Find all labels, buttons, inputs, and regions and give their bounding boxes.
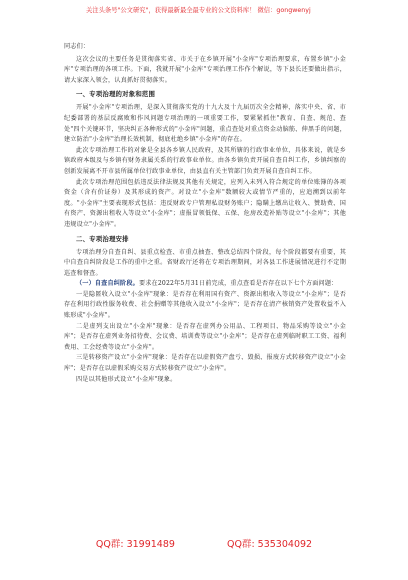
promo-banner-line: 关注头条号"公文研究"，获得最新最全最专业的公文资料库！ 微信：gongwenyj xyxy=(86,7,311,14)
issue-item-3: 三是转移资产设立"小金库"现象：是否存在以虚假资产盘亏、毁损、报废方式转移资产设立"小金库"；是否存在以虚假采购交易方式转移资产设立"小金库"。 xyxy=(64,354,346,373)
section-heading-scope: 一、专项治理的对象和范围 xyxy=(76,90,156,99)
schedule-paragraph: 专项治理分自查自纠、县重点检查、市重点抽查、整改总结四个阶段，每个阶段都要有重要，其中自查自纠阶段是工作的重中之重。省财政厅还将在专项治理期间，对各县工作进展情况进行不定期巡查和督查。 xyxy=(64,248,346,277)
scope-paragraph-2: 此次专项治理工作的对象是全县各乡镇人民政府，及其所辖的行政事业单位，具体来说，就是乡镇政府本级及与乡镇有财务隶属关系的行政事业单位。由各乡镇负责开展自查自纠工作，乡镇纠察的创新发展离不开市县所属单位行政事业单位，由县直有关主管部门负责开展自查自纠工作。 xyxy=(64,146,346,175)
issue-item-1: 一是隐匿收入设立"小金库"现象：是否存在利用国有资产、资源出租收入等设立"小金库"；是否存在利用行政性服务收费、社会捐赠等其他收入设立"小金库"；是否存在清产核销资产处置收益不入账形成"小金库"。 xyxy=(64,290,346,320)
qq-group-2: QQ群: 535304092 xyxy=(227,539,313,550)
stage-label: （一）自查自纠阶段。 xyxy=(76,280,139,288)
promo-banner xyxy=(86,6,406,16)
stage-text: 要求在2022年5月31日前完成，重点查看是否存在以下七个方面问题： xyxy=(138,280,338,288)
scope-paragraph-1: 开展"小金库"专项治理，是深入贯彻落实党的十九大及十九届历次全会精神，落实中央、省、市纪委部署的基层反腐败和作风问题专项治理的一项重要工作，要紧紧抓住"教育、自查、规范、查处"四个关键环节，坚决纠正各种形式的"小金库"问题，重点查处对重点资金动脑筋、伸黑手的问题，建立防治"小金库"治理长效机制，彻底杜绝乡镇"小金库"的存在。 xyxy=(64,104,346,144)
salutation: 同志们： xyxy=(64,43,90,50)
speech-body xyxy=(64,42,346,385)
scope-paragraph-3: 此次专项治理范围包括违反法律法规及其他有关规定，应列入未列入符合规定的单位账簿的各项资金（含有价证券）及其形成的资产。对设立"小金库"数额较大或情节严重的，应追溯到以前年度。"小金库"主要表现形式包括：违反财政专户管理私设财务账户；隐瞒上缴出让收入、赞助费、国有资产、资源出租收入等设立"小金库"；虚报冒领低保、五保、危房改造补贴等设立"小金库"；其他违规设立"小金库"。 xyxy=(64,178,346,228)
qq-group-1: QQ群: 31991489 xyxy=(95,539,175,550)
contact-footer xyxy=(0,536,408,550)
self-inspection-stage xyxy=(64,279,346,290)
section-heading-schedule: 二、专项治理安排 xyxy=(76,234,129,243)
issue-item-4: 四是以其他形式设立"小金库"现象。 xyxy=(76,375,177,383)
intro-paragraph: 这次会议的主要任务是贯彻落实省、市关于在乡镇开展"小金库"专项治理要求，布置乡镇"小金库"专项治理的各项工作。下面，我就开展"小金库"专项治理工作作个解说，等下县长还要做出指示，请大家深入领会，认真抓好贯彻落实。 xyxy=(64,55,346,84)
issue-item-2: 二是虚列支出设立"小金库"现象：是否存在虚列办公用品、工程项目、物品采购等设立"小金库"；是否存在虚列业务招待费、会议费、培训费等设立"小金库"；是否存在虚列临时职工工资、福利费用、工会经费等设立"小金库"。 xyxy=(64,322,346,351)
